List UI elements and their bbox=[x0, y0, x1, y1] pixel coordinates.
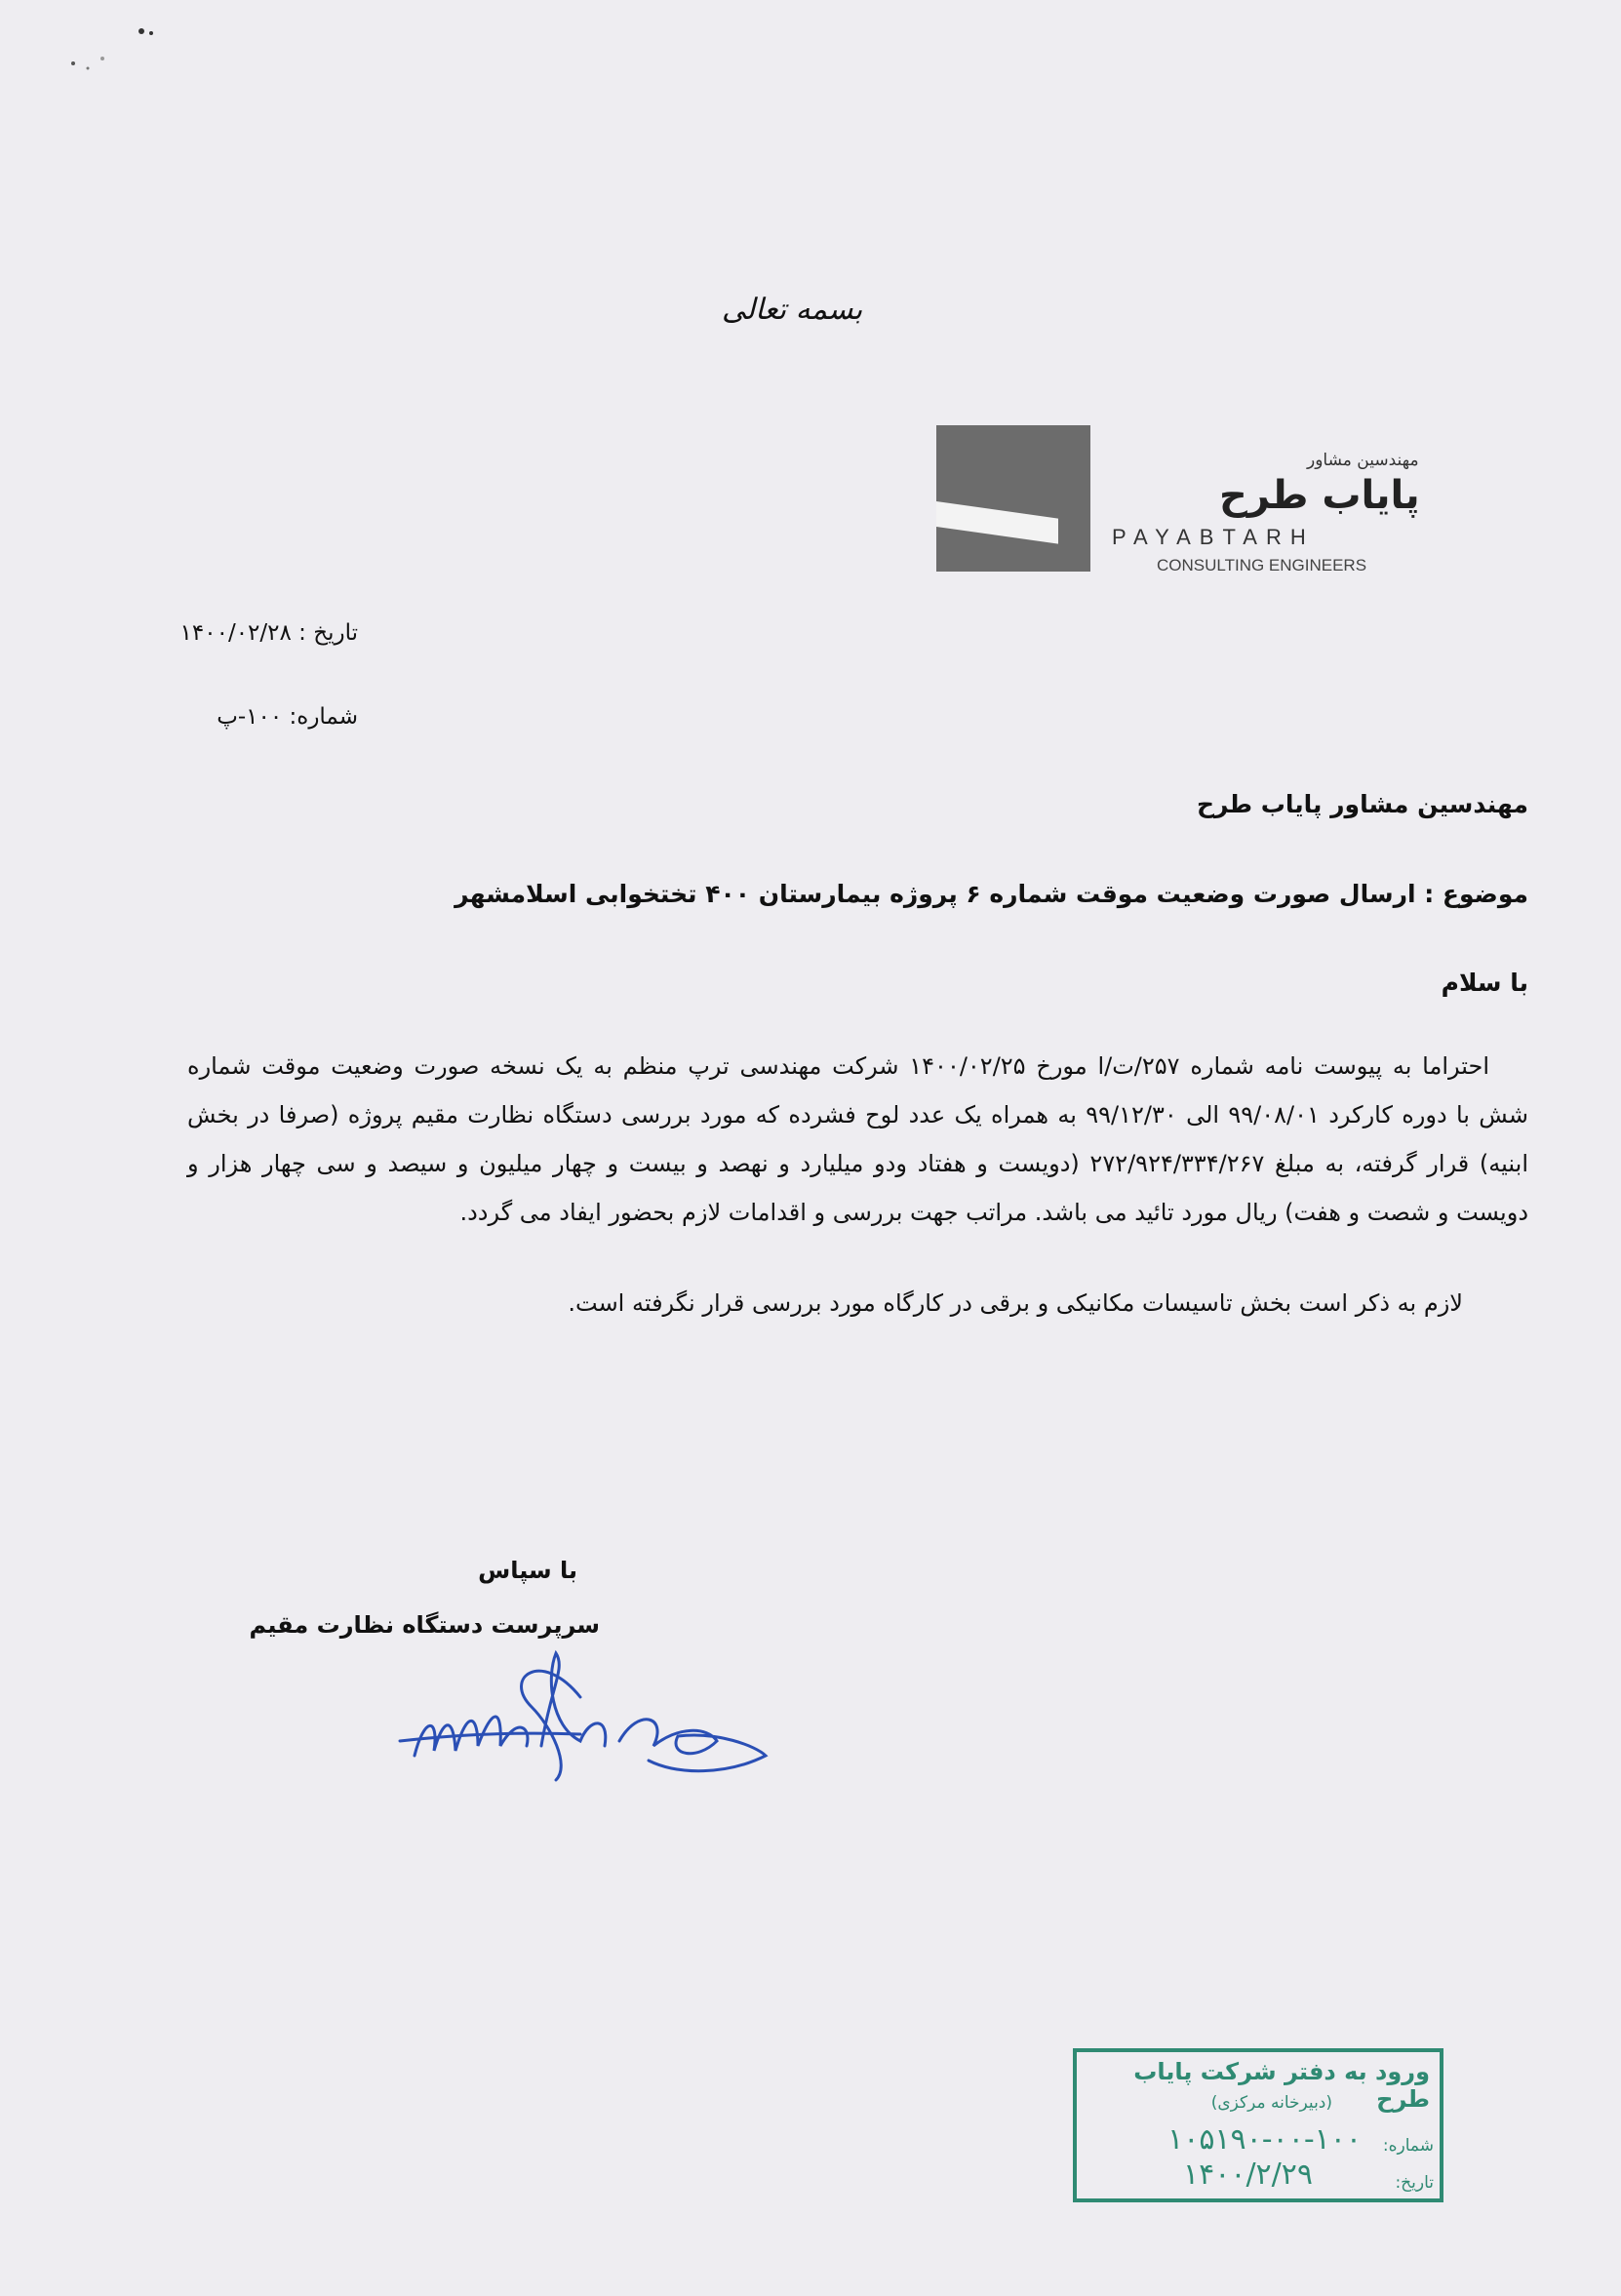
invocation-heading: بسمه تعالی bbox=[722, 293, 863, 327]
number-label: شماره: bbox=[289, 704, 358, 730]
closing: با سپاس bbox=[478, 1557, 577, 1584]
signature bbox=[385, 1648, 785, 1785]
stamp-title: ورود به دفتر شرکت پایاب طرح bbox=[1133, 2058, 1430, 2113]
salutation: با سلام bbox=[1441, 969, 1528, 997]
stamp-date-label: تاریخ: bbox=[1395, 2173, 1434, 2193]
body-paragraph-note: لازم به ذکر است بخش تاسیسات مکانیکی و برقی در کارگاه مورد بررسی قرار نگرفته است. bbox=[568, 1289, 1463, 1317]
logo-mark bbox=[936, 425, 1090, 572]
stamp-date-value: ۱۴۰۰/۲/۲۹ bbox=[1182, 2157, 1313, 2192]
stamp-number-label: شماره: bbox=[1382, 2136, 1434, 2156]
body-paragraph: احتراما به پیوست نامه شماره ۲۵۷/ت/ا مورخ ۱۴۰۰/۰۲/۲۵ شرکت مهندسی ترپ منظم به یک نسخه صورت وضعیت موقت شماره شش با دوره کارکرد ۹۹/۰۸/۰۱ الی ۹۹/۱۲/۳۰ به همراه یک عدد لوح فشرده که مورد بررسی دستگاه نظارت مقیم پروژه (صرفا در بخش ابنیه) قرار گرفته، به مبلغ ۲۷۲/۹۲۴/۳۳۴/۲۶۷ (دویست و هفتاد ودو میلیارد و نهصد و بیست و چهار میلیون و سیصد و سی چهار هزار و دویست و شصت و هفت) ریال مورد تائید می باشد. مراتب جهت بررسی و اقدامات لازم بحضور ایفاد می گردد. bbox=[187, 1052, 1528, 1226]
registry-stamp bbox=[1073, 2048, 1443, 2202]
stamp-subtitle: (دبیرخانه مرکزی) bbox=[1210, 2093, 1332, 2113]
recipient: مهندسین مشاور پایاب طرح bbox=[1196, 790, 1528, 818]
scan-marks bbox=[54, 20, 161, 78]
logo-en-subtitle: CONSULTING ENGINEERS bbox=[1157, 556, 1367, 574]
stamp-number-value: ۱۰۵۱۹۰-۰۰-۱۰۰ bbox=[1167, 2122, 1362, 2157]
date-label: تاریخ : bbox=[298, 620, 358, 646]
letter-date bbox=[180, 620, 358, 646]
logo-fa-name: پایاب طرح bbox=[1219, 473, 1420, 518]
logo-en-name: PAYABTARH bbox=[1112, 525, 1315, 549]
signer-title: سرپرست دستگاه نظارت مقیم bbox=[249, 1611, 600, 1639]
subject: موضوع : ارسال صورت وضعیت موقت شماره ۶ پروژه بیمارستان ۴۰۰ تختخوابی اسلامشهر bbox=[455, 880, 1528, 908]
letter-number bbox=[217, 704, 358, 730]
number-value: ۱۰۰-پ bbox=[217, 704, 283, 730]
logo-fa-subtitle: مهندسین مشاور bbox=[1307, 451, 1419, 470]
date-value: ۱۴۰۰/۰۲/۲۸ bbox=[179, 620, 292, 646]
